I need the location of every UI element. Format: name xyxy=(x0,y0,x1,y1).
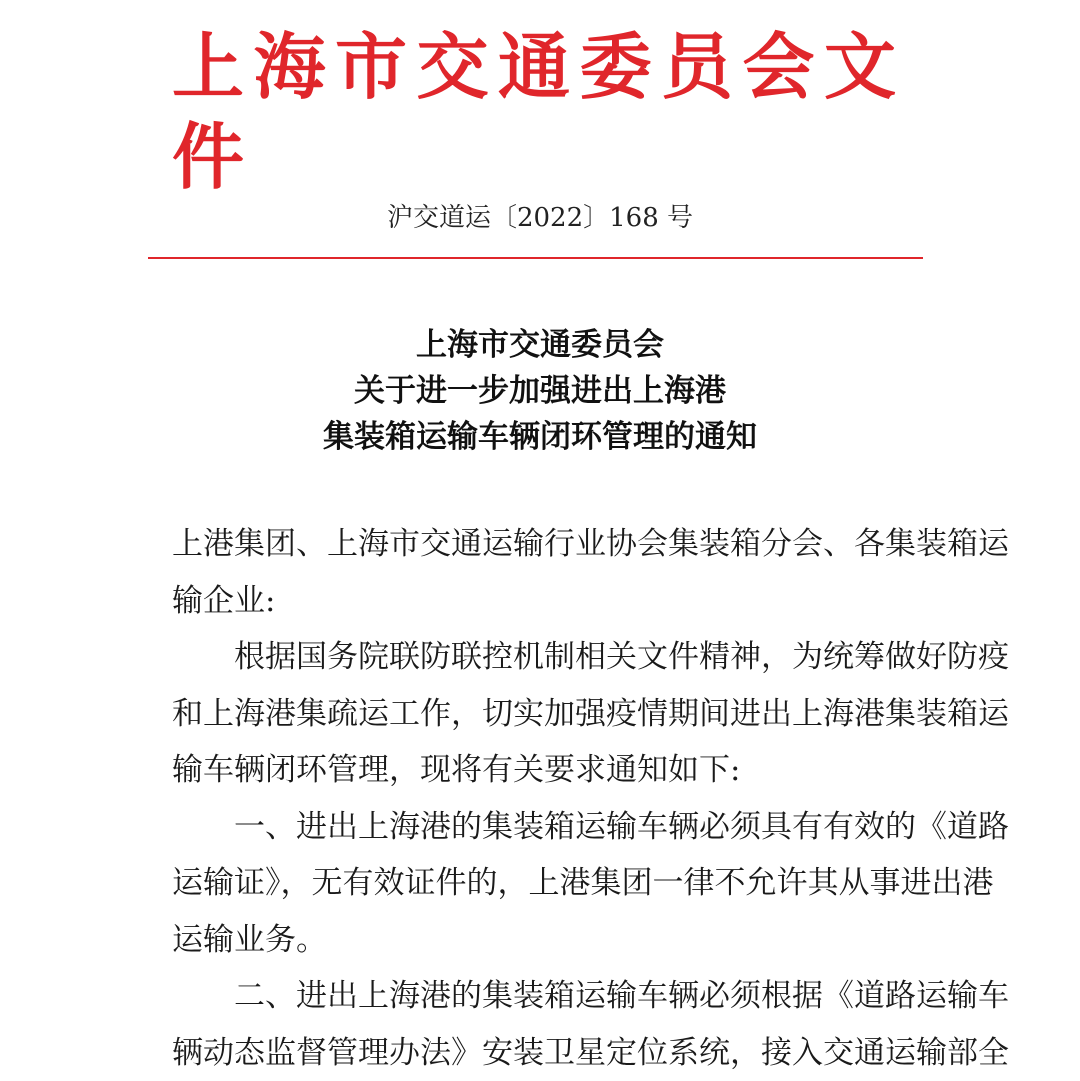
body-line: 和上海港集疏运工作，切实加强疫情期间进出上海港集装箱运 xyxy=(172,686,916,743)
document-body xyxy=(172,516,916,1081)
document-number: 沪交道运〔2022〕168 号 xyxy=(0,198,1080,238)
body-line: 运输证》，无有效证件的，上港集团一律不允许其从事进出港 xyxy=(172,855,916,912)
body-line: 运输业务。 xyxy=(172,912,916,969)
body-line: 输车辆闭环管理，现将有关要求通知如下: xyxy=(172,742,916,799)
title-line: 上海市交通委员会 xyxy=(0,322,1080,368)
red-divider xyxy=(148,257,923,259)
title-line: 集装箱运输车辆闭环管理的通知 xyxy=(0,414,1080,460)
body-line: 输企业: xyxy=(172,573,916,630)
body-line: 根据国务院联防联控机制相关文件精神，为统筹做好防疫 xyxy=(172,629,916,686)
body-line: 二、进出上海港的集装箱运输车辆必须根据《道路运输车 xyxy=(172,968,916,1025)
document-title xyxy=(0,322,1080,460)
body-line: 上港集团、上海市交通运输行业协会集装箱分会、各集装箱运 xyxy=(172,516,916,573)
body-line: 辆动态监督管理办法》安装卫星定位系统，接入交通运输部全 xyxy=(172,1025,916,1081)
document-masthead: 上海市交通委员会文件 xyxy=(172,22,898,112)
body-line: 一、进出上海港的集装箱运输车辆必须具有有效的《道路 xyxy=(172,799,916,856)
title-line: 关于进一步加强进出上海港 xyxy=(0,368,1080,414)
